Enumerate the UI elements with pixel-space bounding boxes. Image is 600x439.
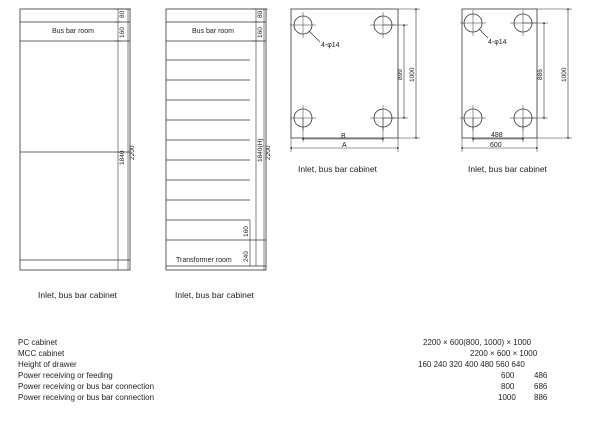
transformer-room-label: Transformer room [176,257,232,264]
spec-label: Power receiving or bus bar connection [18,393,155,402]
dimension-value: 1840 [119,150,126,165]
spec-label: PC cabinet [18,338,58,347]
dimension-value: 1000 [561,67,568,82]
spec-value-secondary: 886 [534,393,548,402]
hole-spec-label: 4-φ14 [488,39,507,46]
dimension-value: 80 [119,10,126,18]
cabinet-drawer-outline [166,9,266,270]
plan-right-caption: Inlet, bus bar cabinet [468,164,547,174]
spec-row [18,381,588,392]
spec-row [18,392,588,403]
cabinet-front-caption: Inlet, bus bar cabinet [38,290,117,300]
plan-view-right [460,9,572,152]
spec-row [18,337,588,348]
dimension-value: 160 [119,27,126,38]
dimension-value: 160 [243,226,250,237]
spec-value: 2200 × 600(800, 1000) × 1000 [423,338,532,347]
spec-label: Power receiving or feeding [18,371,113,380]
dimension-value: 886 [537,69,544,80]
spec-row [18,370,588,381]
dimension-value: B [341,133,346,140]
dimension-value: A [342,142,347,149]
spec-label: MCC cabinet [18,349,65,358]
dimension-value: 80 [257,10,264,18]
plan-left-outline [291,9,398,138]
spec-value: 600 [501,371,515,380]
dimension-value: 899 [397,69,404,80]
dimension-value: 2200 [265,145,272,160]
dimension-value: 2200 [129,145,136,160]
plan-left-caption: Inlet, bus bar cabinet [298,164,377,174]
dimension-value: 488 [491,132,503,139]
dimension-value: 1000 [409,67,416,82]
spec-label: Height of drawer [18,360,77,369]
bus-bar-room-label: Bus bar room [192,28,235,35]
spec-value-secondary: 686 [534,382,548,391]
spec-value-secondary: 486 [534,371,548,380]
hole-leader-line [309,31,320,42]
spec-value: 1000 [498,393,516,402]
spec-row [18,359,588,370]
spec-row [18,348,588,359]
cabinet-front-outline [20,9,130,270]
cabinet-front-elevation [20,9,131,270]
cabinet-drawer-elevation [166,9,268,270]
spec-label: Power receiving or bus bar connection [18,382,155,391]
cabinet-drawer-caption: Inlet, bus bar cabinet [175,290,254,300]
bus-bar-room-label: Bus bar room [52,28,95,35]
dimension-value: 600 [490,142,502,149]
spec-value: 2200 × 600 × 1000 [470,349,538,358]
dimension-value: 240 [243,251,250,262]
hole-leader-line [479,29,488,38]
dimension-value: 1840(H) [257,138,264,162]
dimension-value: 160 [257,27,264,38]
spec-value: 800 [501,382,515,391]
spec-value: 160 240 320 400 480 560 640 [418,360,525,369]
hole-spec-label: 4-φ14 [321,42,340,49]
